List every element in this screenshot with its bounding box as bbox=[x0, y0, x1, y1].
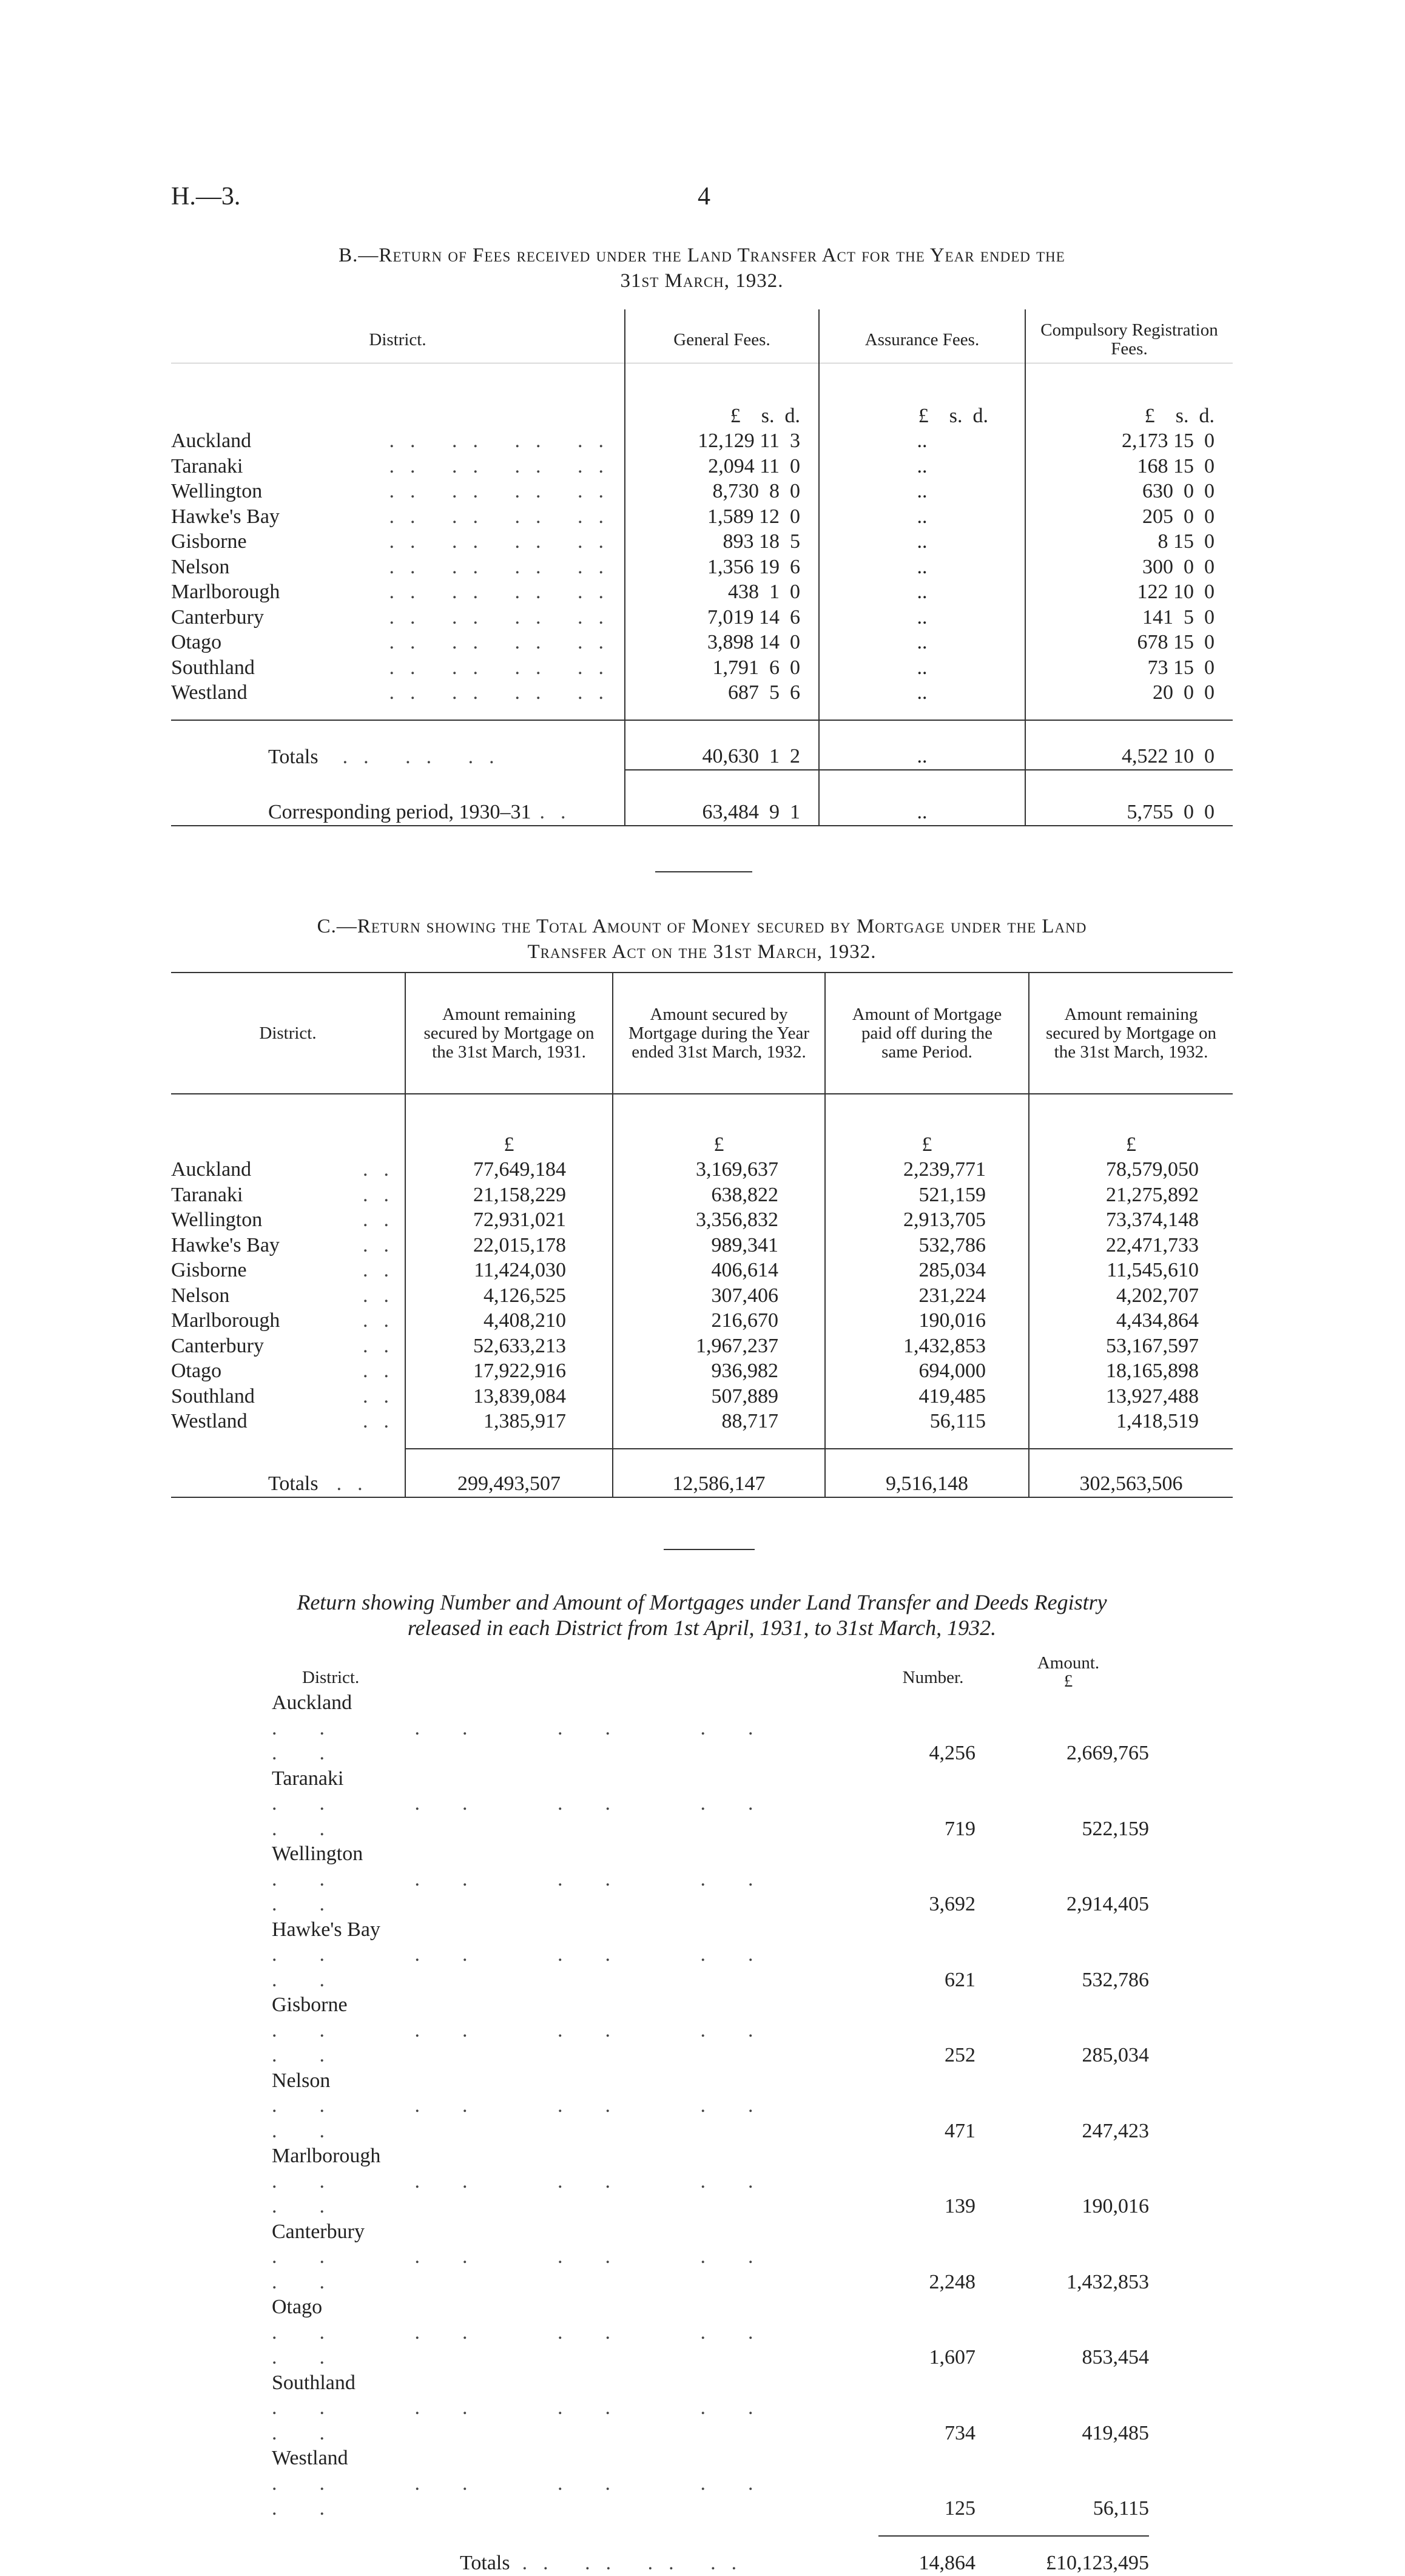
table-row bbox=[171, 479, 1233, 504]
amount-cell: 190,016 bbox=[1082, 2195, 1149, 2217]
remaining-1931-cell: 1,385,917 bbox=[405, 1409, 613, 1434]
unit-a: £ bbox=[405, 1094, 613, 1157]
remaining-1932-cell: 13,927,488 bbox=[1106, 1384, 1199, 1408]
district-cell: Canterbury .. .. .. .. .. bbox=[272, 2220, 796, 2293]
totals-d: 302,563,506 bbox=[1029, 1449, 1233, 1497]
remaining-1932-cell: 4,434,864 bbox=[1116, 1309, 1199, 1332]
amount-cell: 1,432,853 bbox=[1066, 2270, 1149, 2293]
amount-cell: 2,669,765 bbox=[1066, 1742, 1149, 1764]
district-name: Westland bbox=[272, 2447, 348, 2469]
compulsory-fees-cell: 122 10 0 bbox=[1137, 581, 1215, 603]
remaining-1931-cell: 11,424,030 bbox=[405, 1258, 613, 1283]
table-c-title bbox=[171, 914, 1233, 965]
paid-off-cell: 56,115 bbox=[825, 1409, 1029, 1434]
table-row bbox=[272, 1766, 1149, 1842]
district-cell: Wellington .. bbox=[171, 1207, 405, 1233]
table-row bbox=[171, 504, 1233, 530]
general-fees-cell: 687 5 6 bbox=[625, 680, 819, 706]
assurance-fees-cell: .. bbox=[819, 504, 1025, 530]
district-name: Hawke's Bay bbox=[171, 1233, 280, 1256]
compulsory-fees-cell: 2,173 15 0 bbox=[1122, 430, 1215, 452]
table-row bbox=[171, 555, 1233, 580]
page-number: 4 bbox=[698, 183, 710, 211]
assurance-fees-cell: .. bbox=[819, 428, 1025, 454]
remaining-1932-cell: 73,374,148 bbox=[1106, 1209, 1199, 1231]
unit-assurance: £ s. d. bbox=[819, 370, 1025, 428]
unit-d: £ bbox=[1126, 1133, 1136, 1156]
district-name: Gisborne bbox=[171, 1259, 247, 1281]
table-row bbox=[171, 454, 1233, 479]
assurance-fees-cell: .. bbox=[819, 479, 1025, 504]
general-fees-cell: 893 18 5 bbox=[625, 529, 819, 555]
district-cell: Auckland .. .. .. .. bbox=[171, 428, 625, 454]
col-compulsory-fees: Compulsory Registration Fees. bbox=[1040, 320, 1218, 359]
district-name: Otago bbox=[171, 631, 222, 653]
remaining-1932-cell: 11,545,610 bbox=[1107, 1259, 1199, 1281]
paid-off-cell: 2,239,771 bbox=[825, 1157, 1029, 1182]
remaining-1931-cell: 21,158,229 bbox=[405, 1182, 613, 1208]
district-cell: Westland .. .. .. .. bbox=[171, 680, 625, 706]
totals-label: Totals .. .. .. bbox=[171, 720, 625, 770]
district-name: Hawke's Bay bbox=[272, 1918, 380, 1941]
district-name: Taranaki bbox=[171, 1183, 243, 1206]
table-row bbox=[171, 1384, 1233, 1409]
general-fees-cell: 1,791 6 0 bbox=[625, 655, 819, 681]
remaining-1931-cell: 4,408,210 bbox=[405, 1308, 613, 1334]
corresponding-label: Corresponding period, 1930–31 .. bbox=[171, 770, 625, 826]
district-name: Taranaki bbox=[272, 1767, 344, 1790]
table-row bbox=[272, 2294, 1149, 2370]
unit-general: £ s. d. bbox=[625, 370, 819, 428]
table-row bbox=[171, 529, 1233, 555]
table-c-title-line1: C.—Return showing the Total Amount of Money secured by Mortgage under the Land bbox=[317, 915, 1087, 937]
assurance-fees-cell: .. bbox=[819, 529, 1025, 555]
district-cell: Otago .. bbox=[171, 1358, 405, 1384]
table-row bbox=[272, 2370, 1149, 2446]
general-fees-cell: 7,019 14 6 bbox=[625, 605, 819, 630]
col-remaining-1932: Amount remaining secured by Mortgage on the 31st March, 1932. bbox=[1029, 973, 1233, 1094]
table-row bbox=[272, 1917, 1149, 1993]
table-row bbox=[171, 428, 1233, 454]
district-name: Auckland bbox=[171, 1158, 252, 1181]
table-row bbox=[171, 1334, 1233, 1359]
district-cell: Taranaki .. .. .. .. .. bbox=[272, 1767, 796, 1840]
corresponding-general: 63,484 9 1 bbox=[625, 770, 819, 826]
remaining-1931-cell: 17,922,916 bbox=[405, 1358, 613, 1384]
number-cell: 2,248 bbox=[929, 2270, 975, 2293]
district-name: Taranaki bbox=[171, 454, 243, 477]
separator-rule bbox=[664, 1549, 755, 1550]
district-cell: Canterbury .. .. .. .. bbox=[171, 605, 625, 630]
remaining-1931-cell: 72,931,021 bbox=[405, 1207, 613, 1233]
compulsory-fees-cell: 141 5 0 bbox=[1142, 605, 1215, 629]
secured-year-cell: 1,967,237 bbox=[613, 1334, 825, 1359]
assurance-fees-cell: .. bbox=[819, 579, 1025, 605]
district-name: Canterbury bbox=[171, 605, 264, 629]
table-row bbox=[171, 1283, 1233, 1309]
table-d-title bbox=[171, 1590, 1233, 1640]
compulsory-fees-cell: 8 15 0 bbox=[1157, 530, 1215, 553]
district-name: Otago bbox=[171, 1360, 222, 1382]
table-b-title-line1: B.—Return of Fees received under the Land Transfer Act for the Year ended the bbox=[339, 244, 1065, 266]
general-fees-cell: 438 1 0 bbox=[625, 579, 819, 605]
col-district: District. bbox=[171, 973, 405, 1094]
district-cell: Otago .. .. .. .. bbox=[171, 630, 625, 655]
col-remaining-1931: Amount remaining secured by Mortgage on the 31st March, 1931. bbox=[405, 973, 613, 1094]
number-cell: 4,256 bbox=[929, 1742, 975, 1764]
table-c-title-line2: Transfer Act on the 31st March, 1932. bbox=[527, 941, 877, 963]
table-b bbox=[171, 309, 1233, 826]
table-row bbox=[171, 1157, 1233, 1182]
district-name: Nelson bbox=[272, 2069, 331, 2092]
amount-cell: 532,786 bbox=[1082, 1968, 1149, 1991]
paid-off-cell: 419,485 bbox=[825, 1384, 1029, 1409]
totals-assurance: .. bbox=[819, 720, 1025, 770]
table-row bbox=[171, 1358, 1233, 1384]
amount-cell: 853,454 bbox=[1082, 2346, 1149, 2369]
number-cell: 125 bbox=[945, 2497, 975, 2520]
totals-b: 12,586,147 bbox=[613, 1449, 825, 1497]
remaining-1931-cell: 77,649,184 bbox=[405, 1157, 613, 1182]
table-row bbox=[272, 1841, 1149, 1917]
table-row bbox=[171, 655, 1233, 681]
totals-compulsory: 4,522 10 0 bbox=[1025, 720, 1233, 770]
remaining-1932-cell: 4,202,707 bbox=[1116, 1284, 1199, 1307]
district-cell: Westland .. .. .. .. .. bbox=[272, 2447, 796, 2520]
table-row bbox=[171, 605, 1233, 630]
general-fees-cell: 1,356 19 6 bbox=[625, 555, 819, 580]
district-cell: Otago .. .. .. .. .. bbox=[272, 2296, 796, 2369]
table-row bbox=[171, 1233, 1233, 1258]
table-b-title bbox=[171, 243, 1233, 294]
amount-cell: 247,423 bbox=[1082, 2119, 1149, 2142]
assurance-fees-cell: .. bbox=[819, 630, 1025, 655]
unit-b: £ bbox=[613, 1094, 825, 1157]
totals-label: Totals .. bbox=[171, 1449, 405, 1497]
col-paid-off: Amount of Mortgage paid off during the same Period. bbox=[825, 973, 1029, 1094]
district-cell: Hawke's Bay .. .. .. .. .. bbox=[272, 1918, 796, 1991]
number-cell: 719 bbox=[945, 1817, 975, 1840]
compulsory-fees-cell: 73 15 0 bbox=[1147, 656, 1215, 679]
number-cell: 734 bbox=[945, 2421, 975, 2444]
district-name: Nelson bbox=[171, 555, 230, 578]
secured-year-cell: 989,341 bbox=[613, 1233, 825, 1258]
table-row bbox=[171, 579, 1233, 605]
district-name: Otago bbox=[272, 2296, 323, 2318]
table-row bbox=[171, 1409, 1233, 1434]
secured-year-cell: 216,670 bbox=[613, 1308, 825, 1334]
district-name: Gisborne bbox=[171, 530, 247, 553]
district-cell: Southland .. .. .. .. bbox=[171, 655, 625, 681]
district-name: Nelson bbox=[171, 1284, 230, 1307]
district-cell: Hawke's Bay .. bbox=[171, 1233, 405, 1258]
district-cell: Canterbury .. bbox=[171, 1334, 405, 1359]
number-cell: 3,692 bbox=[929, 1893, 975, 1915]
amount-cell: 2,914,405 bbox=[1066, 1893, 1149, 1915]
unit-compulsory: £ s. d. bbox=[1144, 404, 1215, 427]
paid-off-cell: 521,159 bbox=[825, 1182, 1029, 1208]
paid-off-cell: 532,786 bbox=[825, 1233, 1029, 1258]
totals-general: 40,630 1 2 bbox=[625, 720, 819, 770]
district-name: Gisborne bbox=[272, 1994, 348, 2016]
table-row bbox=[272, 2219, 1149, 2295]
assurance-fees-cell: .. bbox=[819, 680, 1025, 706]
general-fees-cell: 2,094 11 0 bbox=[625, 454, 819, 479]
district-name: Marlborough bbox=[272, 2145, 381, 2167]
compulsory-fees-cell: 168 15 0 bbox=[1137, 454, 1215, 477]
totals-label: Totals .. .. .. .. bbox=[460, 2552, 753, 2574]
amount-cell: 419,485 bbox=[1082, 2421, 1149, 2444]
page-reference: H.—3. bbox=[171, 183, 241, 211]
district-name: Southland bbox=[171, 1384, 255, 1408]
col-secured-year: Amount secured by Mortgage during the Year ended 31st March, 1932. bbox=[613, 973, 825, 1094]
remaining-1932-cell: 21,275,892 bbox=[1106, 1183, 1199, 1206]
secured-year-cell: 936,982 bbox=[613, 1358, 825, 1384]
table-row bbox=[272, 2068, 1149, 2144]
table-row bbox=[171, 1207, 1233, 1233]
table-b-title-line2: 31st March, 1932. bbox=[620, 270, 784, 292]
compulsory-fees-cell: 20 0 0 bbox=[1153, 681, 1215, 704]
district-cell: Taranaki .. .. .. .. bbox=[171, 454, 625, 479]
district-cell: Nelson .. .. .. .. bbox=[171, 555, 625, 580]
district-cell: Wellington .. .. .. .. .. bbox=[272, 1843, 796, 1915]
secured-year-cell: 638,822 bbox=[613, 1182, 825, 1208]
corresponding-compulsory: 5,755 0 0 bbox=[1025, 770, 1233, 826]
totals-c: 9,516,148 bbox=[825, 1449, 1029, 1497]
district-name: Auckland bbox=[171, 430, 252, 452]
district-cell: Auckland .. bbox=[171, 1157, 405, 1182]
table-row bbox=[171, 1182, 1233, 1208]
table-row bbox=[272, 1992, 1149, 2068]
amount-cell: 285,034 bbox=[1082, 2044, 1149, 2066]
remaining-1932-cell: 53,167,597 bbox=[1106, 1334, 1199, 1357]
table-row bbox=[272, 2446, 1149, 2521]
district-cell: Nelson .. bbox=[171, 1283, 405, 1309]
district-name: Wellington bbox=[171, 1209, 263, 1231]
secured-year-cell: 3,169,637 bbox=[613, 1157, 825, 1182]
table-d bbox=[272, 1648, 1149, 2576]
paid-off-cell: 2,913,705 bbox=[825, 1207, 1029, 1233]
number-cell: 471 bbox=[945, 2119, 975, 2142]
remaining-1932-cell: 1,418,519 bbox=[1116, 1410, 1199, 1432]
table-row bbox=[171, 1258, 1233, 1283]
totals-amount: £10,123,495 bbox=[988, 2536, 1149, 2576]
district-name: Auckland bbox=[272, 1691, 352, 1714]
general-fees-cell: 8,730 8 0 bbox=[625, 479, 819, 504]
paid-off-cell: 694,000 bbox=[825, 1358, 1029, 1384]
remaining-1931-cell: 52,633,213 bbox=[405, 1334, 613, 1359]
number-cell: 252 bbox=[945, 2044, 975, 2066]
number-cell: 1,607 bbox=[929, 2346, 975, 2369]
corresponding-assurance: .. bbox=[819, 770, 1025, 826]
table-c bbox=[171, 972, 1233, 1498]
paid-off-cell: 190,016 bbox=[825, 1308, 1029, 1334]
remaining-1931-cell: 22,015,178 bbox=[405, 1233, 613, 1258]
paid-off-cell: 1,432,853 bbox=[825, 1334, 1029, 1359]
remaining-1931-cell: 4,126,525 bbox=[405, 1283, 613, 1309]
district-name: Wellington bbox=[171, 480, 263, 502]
secured-year-cell: 88,717 bbox=[613, 1409, 825, 1434]
general-fees-cell: 1,589 12 0 bbox=[625, 504, 819, 530]
general-fees-cell: 12,129 11 3 bbox=[625, 428, 819, 454]
district-cell: Westland .. bbox=[171, 1409, 405, 1434]
col-amount: Amount. £ bbox=[1037, 1653, 1100, 1691]
district-cell: Nelson .. .. .. .. .. bbox=[272, 2069, 796, 2142]
district-cell: Southland .. bbox=[171, 1384, 405, 1409]
district-cell: Gisborne .. .. .. .. .. bbox=[272, 1994, 796, 2066]
district-name: Hawke's Bay bbox=[171, 505, 280, 528]
table-row bbox=[272, 1690, 1149, 1766]
col-assurance-fees: Assurance Fees. bbox=[819, 309, 1025, 370]
district-cell: Southland .. .. .. .. .. bbox=[272, 2371, 796, 2444]
assurance-fees-cell: .. bbox=[819, 555, 1025, 580]
compulsory-fees-cell: 678 15 0 bbox=[1137, 631, 1215, 653]
district-name: Marlborough bbox=[171, 581, 280, 603]
district-name: Marlborough bbox=[171, 1309, 280, 1332]
district-name: Southland bbox=[171, 656, 255, 679]
col-district: District. bbox=[171, 309, 625, 370]
table-d-title-line2: released in each District from 1st April, 1931, to 31st March, 1932. bbox=[407, 1616, 997, 1640]
district-name: Westland bbox=[171, 681, 248, 704]
district-cell: Marlborough .. .. .. .. .. bbox=[272, 2145, 796, 2217]
remaining-1932-cell: 78,579,050 bbox=[1106, 1158, 1199, 1181]
col-general-fees: General Fees. bbox=[625, 309, 819, 370]
amount-cell: 522,159 bbox=[1082, 1817, 1149, 1840]
compulsory-fees-cell: 630 0 0 bbox=[1142, 480, 1215, 502]
district-cell: Auckland .. .. .. .. .. bbox=[272, 1691, 796, 1764]
remaining-1932-cell: 22,471,733 bbox=[1106, 1233, 1199, 1256]
paid-off-cell: 231,224 bbox=[825, 1283, 1029, 1309]
assurance-fees-cell: .. bbox=[819, 454, 1025, 479]
assurance-fees-cell: .. bbox=[819, 655, 1025, 681]
secured-year-cell: 507,889 bbox=[613, 1384, 825, 1409]
district-cell: Wellington .. .. .. .. bbox=[171, 479, 625, 504]
assurance-fees-cell: .. bbox=[819, 605, 1025, 630]
table-d-title-line1: Return showing Number and Amount of Mortgages under Land Transfer and Deeds Registry bbox=[297, 1590, 1107, 1614]
district-name: Canterbury bbox=[272, 2220, 365, 2243]
general-fees-cell: 3,898 14 0 bbox=[625, 630, 819, 655]
table-row bbox=[272, 2143, 1149, 2219]
district-cell: Marlborough .. .. .. .. bbox=[171, 579, 625, 605]
remaining-1931-cell: 13,839,084 bbox=[405, 1384, 613, 1409]
district-cell: Hawke's Bay .. .. .. .. bbox=[171, 504, 625, 530]
table-row bbox=[171, 680, 1233, 706]
totals-a: 299,493,507 bbox=[405, 1449, 613, 1497]
district-name: Westland bbox=[171, 1410, 248, 1432]
secured-year-cell: 406,614 bbox=[613, 1258, 825, 1283]
col-district: District. bbox=[302, 1667, 360, 1687]
secured-year-cell: 3,356,832 bbox=[613, 1207, 825, 1233]
district-cell: Gisborne .. bbox=[171, 1258, 405, 1283]
table-row bbox=[171, 1308, 1233, 1334]
totals-number: 14,864 bbox=[878, 2536, 988, 2576]
remaining-1932-cell: 18,165,898 bbox=[1106, 1360, 1199, 1382]
district-name: Canterbury bbox=[171, 1334, 264, 1357]
district-name: Southland bbox=[272, 2371, 355, 2394]
col-number: Number. bbox=[902, 1667, 964, 1687]
unit-c: £ bbox=[825, 1094, 1029, 1157]
number-cell: 621 bbox=[945, 1968, 975, 1991]
district-cell: Gisborne .. .. .. .. bbox=[171, 529, 625, 555]
amount-cell: 56,115 bbox=[1093, 2497, 1149, 2520]
paid-off-cell: 285,034 bbox=[825, 1258, 1029, 1283]
district-cell: Taranaki .. bbox=[171, 1182, 405, 1208]
district-name: Wellington bbox=[272, 1843, 363, 1865]
compulsory-fees-cell: 205 0 0 bbox=[1142, 505, 1215, 528]
compulsory-fees-cell: 300 0 0 bbox=[1142, 555, 1215, 578]
table-row bbox=[171, 630, 1233, 655]
secured-year-cell: 307,406 bbox=[613, 1283, 825, 1309]
district-cell: Marlborough .. bbox=[171, 1308, 405, 1334]
separator-rule bbox=[655, 871, 752, 872]
number-cell: 139 bbox=[945, 2195, 975, 2217]
